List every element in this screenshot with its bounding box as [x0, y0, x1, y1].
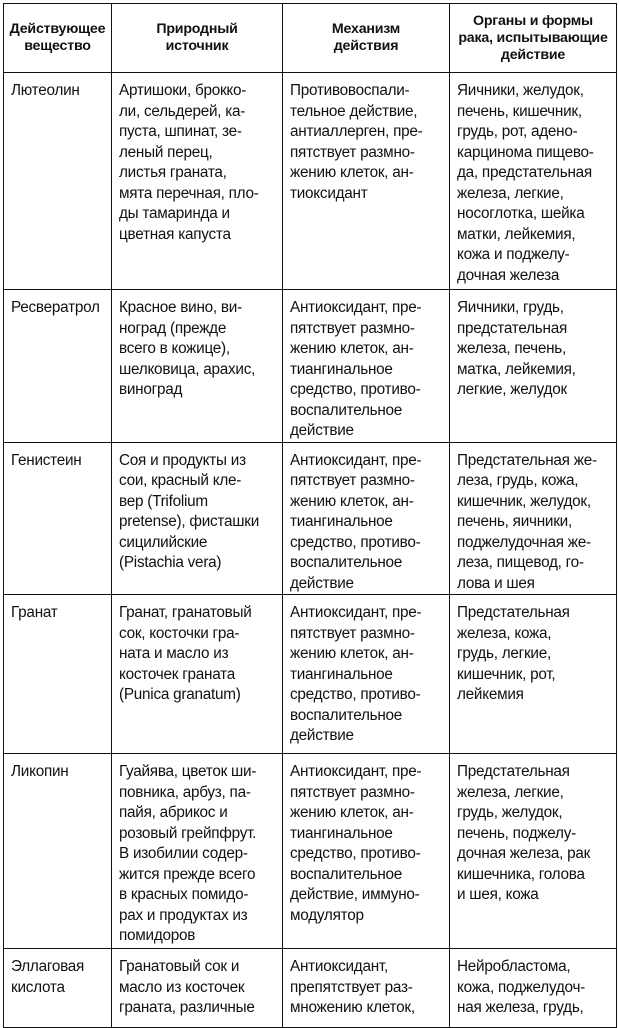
table-row	[4, 595, 617, 754]
cell-mechanism: Антиоксидант, пре- пятствует размно- жению клеток, ан- тиангинальное средство, противо- воспалительное действие	[283, 442, 450, 595]
cell-substance: Генистеин	[4, 442, 112, 595]
cell-mechanism: Антиоксидант, препятствует раз- множению клеток,	[283, 949, 450, 1028]
cell-source: Гуайява, цветок ши- повника, арбуз, па- пайя, абрикос и розовый грейпфрут. В изобилии содер- жится прежде всего в красных помидо- рах и продуктах из помидоров	[112, 754, 283, 949]
table-row	[4, 754, 617, 949]
header-organs: Органы и формы рака, испытывающие действие	[450, 4, 617, 73]
cell-substance: Лютеолин	[4, 73, 112, 290]
cell-substance: Гранат	[4, 595, 112, 754]
cell-mechanism: Противовоспали- тельное действие, антиаллерген, пре- пятствует размно- жению клеток, ан- тиоксидант	[283, 73, 450, 290]
cell-organs: Нейробластома, кожа, поджелудоч- ная железа, грудь,	[450, 949, 617, 1028]
cell-organs: Яичники, грудь, предстательная железа, печень, матка, лейкемия, легкие, желудок	[450, 290, 617, 443]
cell-source: Гранатовый сок и масло из косточек граната, различные	[112, 949, 283, 1028]
cell-organs: Предстательная железа, кожа, грудь, легкие, кишечник, рот, лейкемия	[450, 595, 617, 754]
table-row	[4, 290, 617, 443]
header-substance: Действующее вещество	[4, 4, 112, 73]
cell-organs: Предстательная железа, легкие, грудь, желудок, печень, поджелу- дочная железа, рак кишечника, голова и шея, кожа	[450, 754, 617, 949]
table-row	[4, 442, 617, 595]
cell-mechanism: Антиоксидант, пре- пятствует размно- жению клеток, ан- тиангинальное средство, противо- воспалительное действие, иммуно- модулятор	[283, 754, 450, 949]
table-row	[4, 73, 617, 290]
table-row	[4, 949, 617, 1028]
cell-substance: Эллаговая кислота	[4, 949, 112, 1028]
cell-substance: Ресвератрол	[4, 290, 112, 443]
header-row	[4, 4, 617, 73]
cell-organs: Яичники, желудок, печень, кишечник, грудь, рот, адено- карцинома пищево- да, предстательная железа, легкие, носоглотка, шейка матки, лейкемия, кожа и поджелу- дочная железа	[450, 73, 617, 290]
cell-mechanism: Антиоксидант, пре- пятствует размно- жению клеток, ан- тиангинальное средство, противо- воспалительное действие	[283, 290, 450, 443]
cell-substance: Ликопин	[4, 754, 112, 949]
cell-source: Артишоки, брокко- ли, сельдерей, ка- пуста, шпинат, зе- леный перец, листья граната, мята перечная, пло- ды тамаринда и цветная капуста	[112, 73, 283, 290]
cell-mechanism: Антиоксидант, пре- пятствует размно- жению клеток, ан- тиангинальное средство, противо- воспалительное действие	[283, 595, 450, 754]
header-mechanism: Механизм действия	[283, 4, 450, 73]
cell-organs: Предстательная же- леза, грудь, кожа, кишечник, желудок, печень, яичники, поджелудочная же- леза, пищевод, го- лова и шея	[450, 442, 617, 595]
header-source: Природный источник	[112, 4, 283, 73]
cell-source: Соя и продукты из сои, красный кле- вер (Trifolium pretense), фисташки сицилийские (Pistachia vera)	[112, 442, 283, 595]
data-table	[3, 3, 617, 1028]
cell-source: Красное вино, ви- ноград (прежде всего в кожице), шелковица, арахис, виноград	[112, 290, 283, 443]
cell-source: Гранат, гранатовый сок, косточки гра- ната и масло из косточек граната (Punica granatum)	[112, 595, 283, 754]
